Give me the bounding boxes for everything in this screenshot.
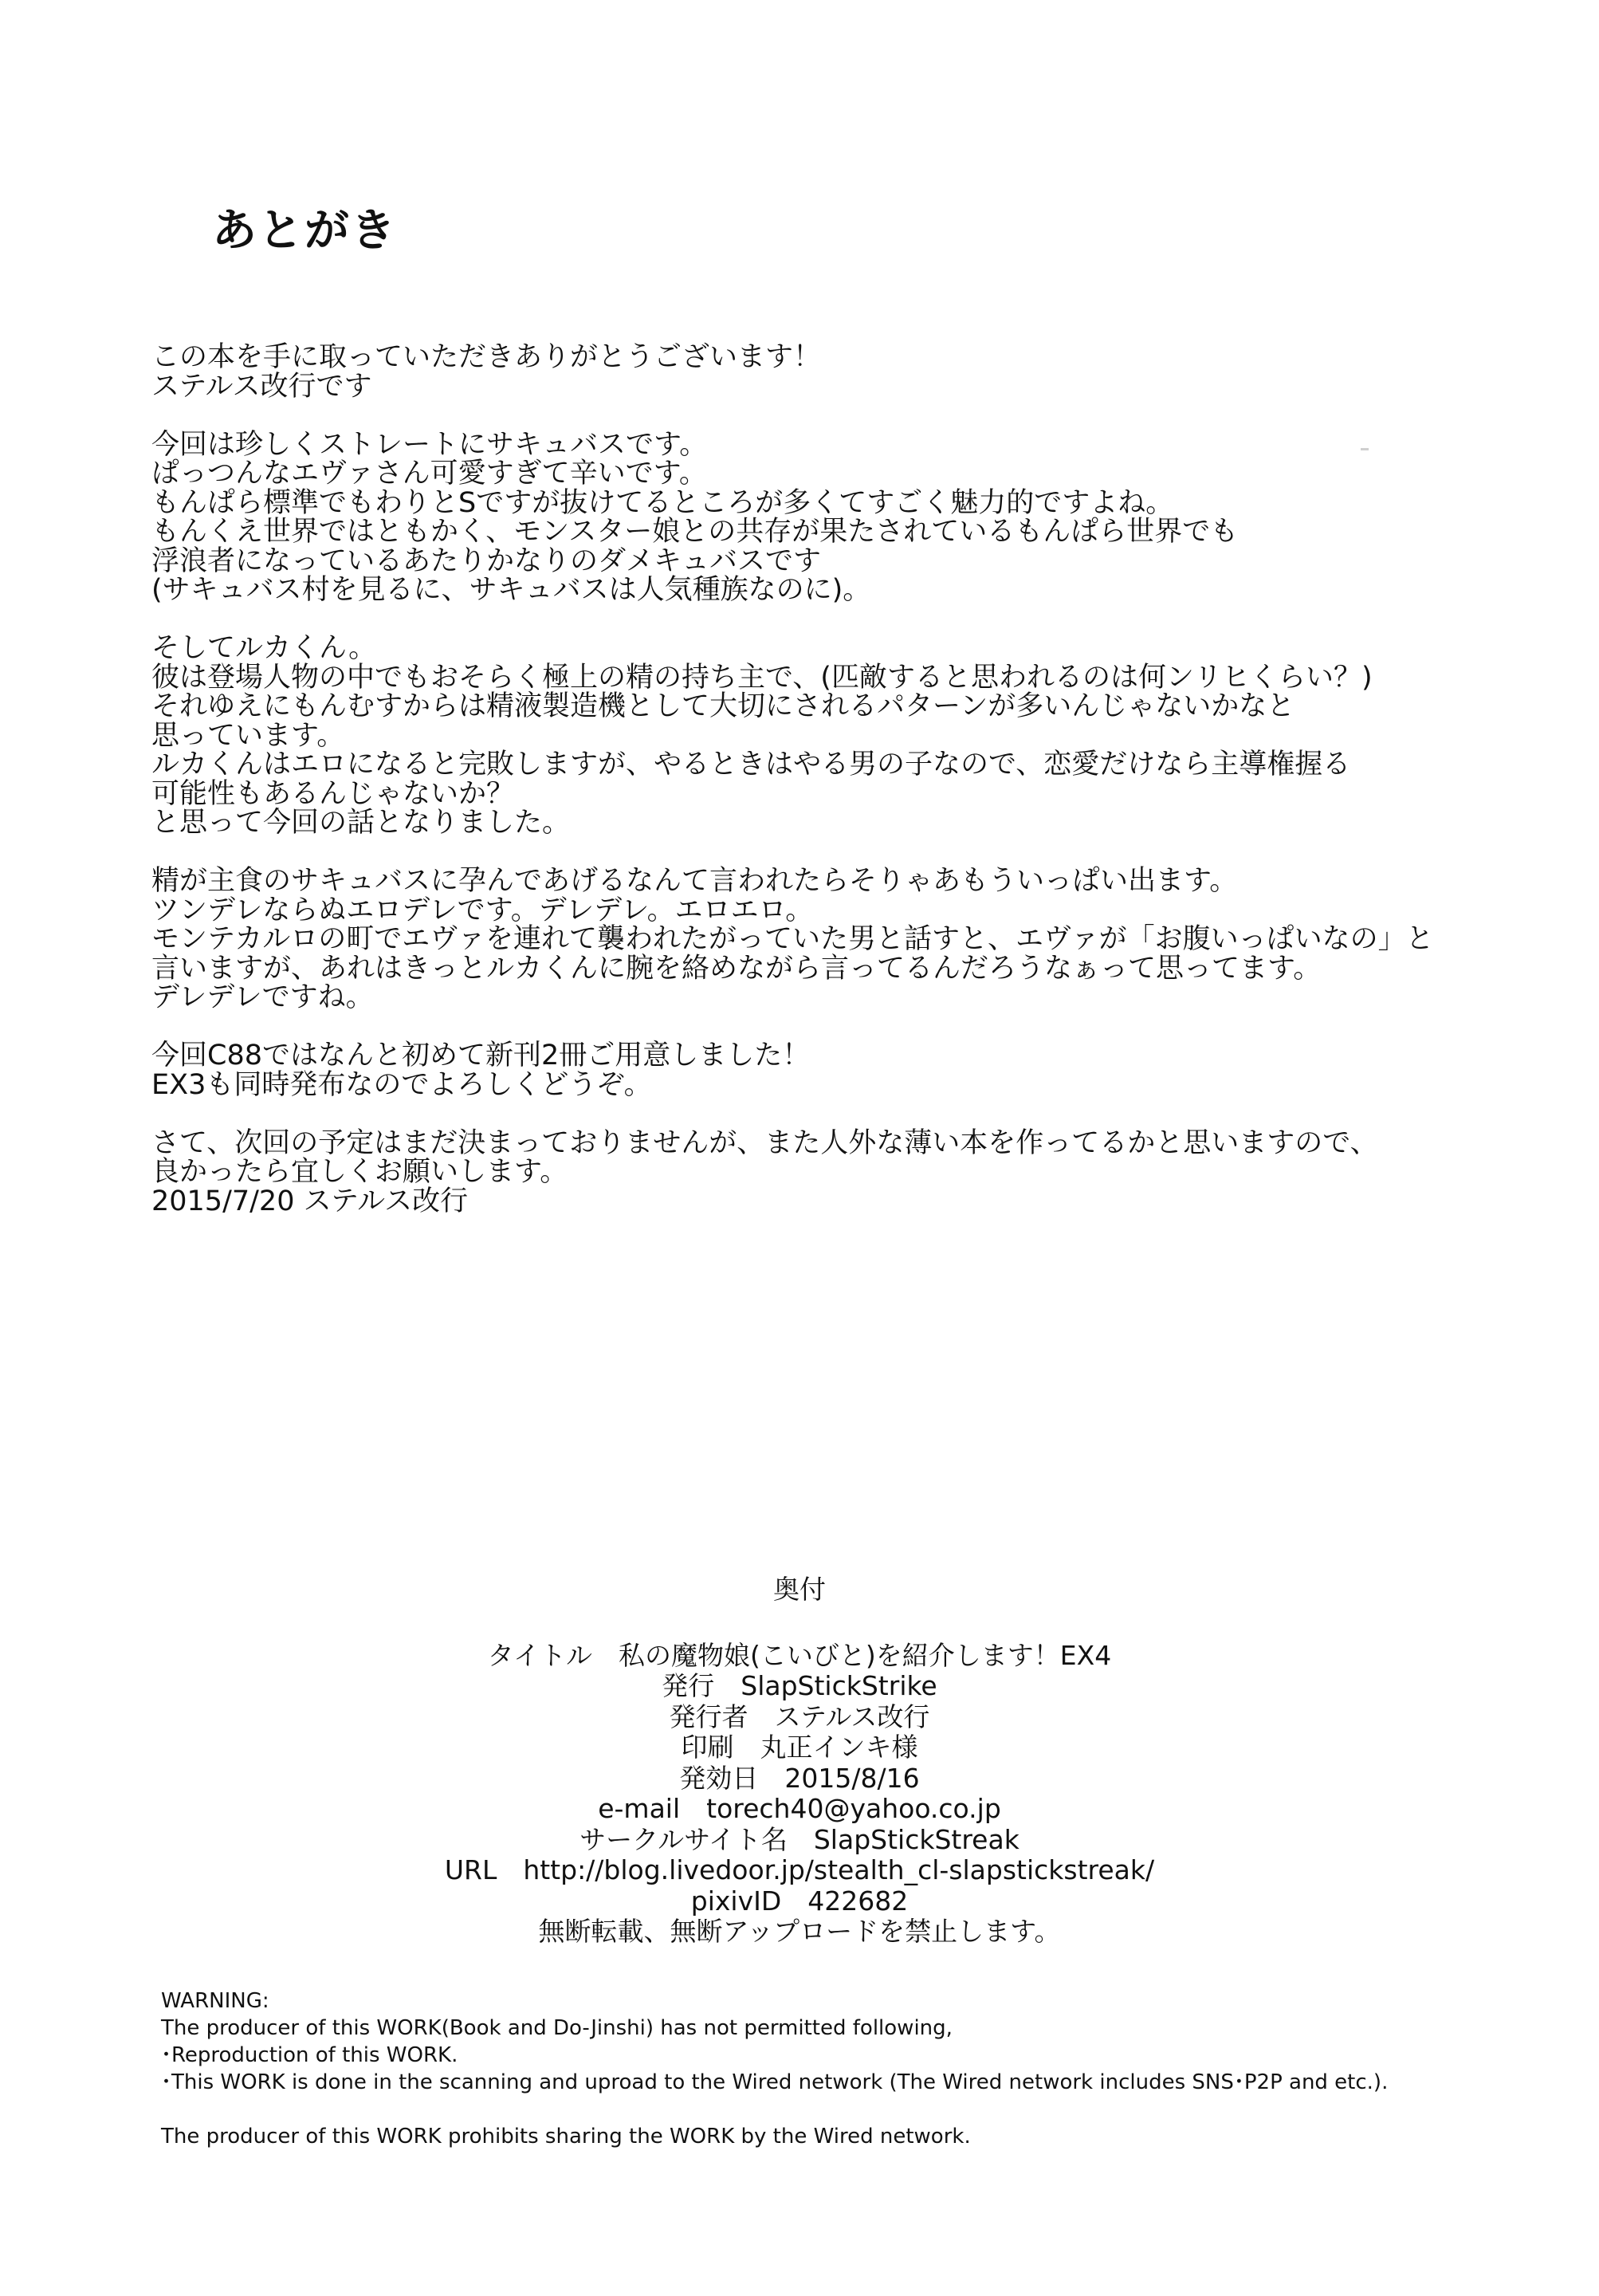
- afterword-paragraph: [151, 867, 1554, 1012]
- warning-gap: [161, 2096, 1388, 2123]
- colophon-circle-site: サークルサイト名 SlapStickStreak: [579, 1823, 1020, 1855]
- colophon-notice: 無断転載、無断アップロードを禁止します。: [538, 1916, 1061, 1947]
- text-line: それゆえにもんむすからは精液製造機として大切にされるパターンが多いんじゃないかなと: [151, 690, 1295, 722]
- colophon-publisher: 発行 SlapStickStrike: [662, 1670, 937, 1701]
- colophon: [0, 1575, 1599, 1948]
- text-line: 思っています。: [151, 719, 345, 752]
- text-line: モンテカルロの町でエヴァを連れて襲われたがっていた男と話すと、エヴァが「お腹いっぱいなの」と: [151, 923, 1434, 955]
- colophon-pixiv-id: pixivID 422682: [690, 1885, 909, 1917]
- colophon-heading: 奥付: [773, 1574, 826, 1605]
- afterword-paragraph: [151, 634, 1554, 838]
- colophon-issuer: 発行者 ステルス改行: [669, 1700, 930, 1732]
- afterword-body: [151, 343, 1554, 1245]
- warning-footer: The producer of this WORK prohibits sharing the WORK by the Wired network.: [161, 2125, 971, 2149]
- colophon-title: タイトル 私の魔物娘(こいびと)を紹介します！EX4: [487, 1639, 1112, 1671]
- text-line: ルカくんはエロになると完敗しますが、やるときはやる男の子なので、恋愛だけなら主導権握る: [151, 749, 1351, 780]
- text-line: EX3も同時発布なのでよろしくどうぞ。: [151, 1068, 652, 1101]
- warning-notice: [161, 1987, 1388, 2150]
- text-line: そしてルカくん。: [151, 632, 377, 664]
- colophon-issue-date: 発効日 2015/8/16: [679, 1762, 920, 1794]
- colophon-email: e-mail torech40@yahoo.co.jp: [598, 1793, 1001, 1824]
- text-line: ステルス改行です: [151, 370, 372, 403]
- page-title: あとがき: [212, 205, 397, 257]
- text-line: デレデレですね。: [151, 981, 374, 1013]
- warning-line: ･Reproduction of this WORK.: [161, 2043, 458, 2067]
- text-line: 可能性もあるんじゃないか？: [151, 777, 515, 810]
- colophon-printer: 印刷 丸正インキ様: [681, 1732, 918, 1763]
- text-line: 言いますが、あれはきっとルカくんに腕を絡めながら言ってるんだろうなぁって思ってます。: [151, 952, 1322, 985]
- text-line: この本を手に取っていただきありがとうございます！: [151, 341, 822, 373]
- text-line: 彼は登場人物の中でもおそらく極上の精の持ち主で、(匹敵すると思われるのは何ンリヒくらい？): [151, 661, 1373, 694]
- text-line: 良かったら宜しくお願いします。: [151, 1156, 568, 1188]
- colophon-url: URL http://blog.livedoor.jp/stealth_cl-slapstickstreak/: [444, 1854, 1155, 1885]
- text-line: と思って今回の話となりました。: [151, 807, 571, 839]
- warning-line: ･This WORK is done in the scanning and uproad to the Wired network (The Wired network includes SNS･P2P and etc.).: [161, 2070, 1389, 2094]
- warning-line: The producer of this WORK(Book and Do-Jinshi) has not permitted following,: [161, 2016, 953, 2040]
- signature-date: 2015/7/20 ステルス改行: [151, 1185, 469, 1217]
- text-line: (サキュバス村を見るに、サキュバスは人気種族なのに)。: [151, 574, 871, 606]
- text-line: 今回C88ではなんと初めて新刊2冊ご用意しました！: [151, 1040, 811, 1071]
- afterword-paragraph: [151, 343, 1554, 401]
- text-line: 精が主食のサキュバスに孕んであげるなんて言われたらそりゃあもういっぱい出ます。: [151, 865, 1238, 897]
- text-line: ツンデレならぬエロデレです。デレデレ。エロエロ。: [151, 894, 814, 926]
- text-line: さて、次回の予定はまだ決まっておりませんが、また人外な薄い本を作ってるかと思いますので、: [151, 1126, 1378, 1159]
- text-line: ぱっつんなエヴァさん可愛すぎて辛いです。: [151, 458, 707, 489]
- afterword-paragraph: [151, 428, 1554, 606]
- text-line: もんぱら標準でもわりとSですが抜けてるところが多くてすごく魅力的ですよね。: [151, 486, 1174, 519]
- text-line: 今回は珍しくストレートにサキュバスです。: [151, 428, 708, 461]
- text-line: 浮浪者になっているあたりかなりのダメキュバスです: [151, 545, 822, 577]
- text-line: もんくえ世界ではともかく、モンスター娘との共存が果たされているもんぱら世界でも: [151, 516, 1239, 548]
- afterword-paragraph: [151, 1126, 1554, 1217]
- scan-dust-mark: [1361, 448, 1369, 450]
- afterword-paragraph: [151, 1041, 1554, 1099]
- warning-heading: WARNING:: [161, 1989, 269, 2013]
